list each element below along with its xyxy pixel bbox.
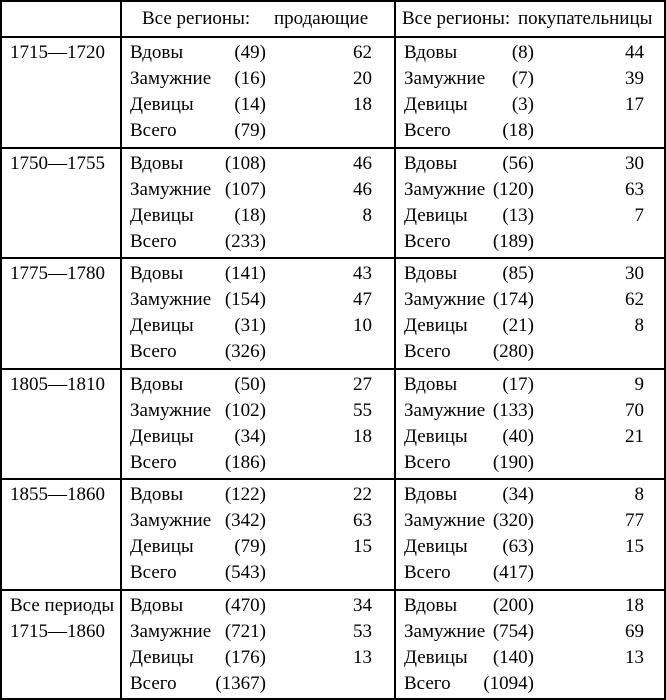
group-divider [2, 147, 664, 149]
category-label: Замужние [130, 399, 212, 421]
buyers-row [2, 398, 664, 424]
category-label: Всего [130, 562, 177, 583]
percent-value: 55 [353, 399, 372, 421]
count-value: (34) [234, 425, 266, 447]
buyers-row [2, 645, 664, 671]
category-label: Вдовы [404, 484, 458, 505]
percent-value: 53 [353, 620, 372, 642]
category-label: Всего [130, 341, 177, 362]
category-label: Замужние [130, 178, 212, 200]
category-label: Замужние [130, 289, 212, 310]
header-divider [2, 36, 664, 38]
count-value: (326) [224, 341, 266, 362]
category-label: Вдовы [130, 152, 184, 174]
percent-value: 9 [634, 373, 644, 395]
category-label: Девицы [404, 204, 468, 226]
count-value: (233) [224, 230, 266, 252]
percent-value: 34 [353, 594, 372, 616]
count-value: (102) [224, 399, 266, 421]
count-value: (79) [234, 536, 266, 557]
period-label: 1775—1780 [10, 263, 105, 284]
count-value: (190) [492, 451, 534, 473]
percent-value: 18 [353, 425, 372, 447]
category-label: Замужние [404, 399, 486, 421]
percent-value: 13 [353, 646, 372, 668]
group-divider [2, 368, 664, 370]
category-label: Замужние [404, 68, 486, 89]
category-label: Девицы [404, 315, 468, 336]
count-value: (18) [502, 120, 534, 141]
count-value: (8) [511, 42, 534, 63]
buyers-row [2, 424, 664, 450]
buyers-row [2, 177, 664, 203]
percent-value: 63 [625, 178, 644, 200]
period-label: 1805—1810 [10, 373, 105, 395]
category-label: Всего [130, 120, 177, 141]
count-value: (40) [502, 425, 534, 447]
percent-value: 77 [625, 510, 644, 531]
percent-value: 8 [362, 204, 372, 226]
category-label: Девицы [130, 646, 194, 668]
category-label: Замужние [130, 68, 212, 89]
period-label: 1855—1860 [10, 484, 105, 505]
category-label: Вдовы [130, 263, 184, 284]
period-label: Все периоды [10, 594, 115, 616]
percent-value: 30 [625, 152, 644, 174]
category-label: Вдовы [130, 594, 184, 616]
count-value: (49) [234, 42, 266, 63]
category-label: Вдовы [130, 373, 184, 395]
percent-value: 17 [625, 94, 644, 115]
count-value: (174) [492, 289, 534, 310]
buyers-row [2, 151, 664, 177]
buyers-row [2, 66, 664, 92]
category-label: Девицы [130, 94, 194, 115]
buyers-row [2, 450, 664, 476]
buyers-row [2, 534, 664, 560]
period-label: 1750—1755 [10, 152, 105, 174]
percent-value: 8 [634, 484, 644, 505]
category-label: Девицы [130, 536, 194, 557]
category-label: Вдовы [130, 42, 184, 63]
percent-value: 30 [625, 263, 644, 284]
percent-value: 27 [353, 373, 372, 395]
category-label: Всего [404, 120, 451, 141]
percent-value: 63 [353, 510, 372, 531]
buyers-row [2, 92, 664, 118]
percent-value: 62 [353, 42, 372, 63]
category-label: Всего [404, 341, 451, 362]
count-value: (7) [511, 68, 534, 89]
category-label: Девицы [404, 94, 468, 115]
buyers-row [2, 619, 664, 645]
count-value: (186) [224, 451, 266, 473]
count-value: (63) [502, 536, 534, 557]
group-divider [2, 589, 664, 591]
count-value: (141) [224, 263, 266, 284]
buyers-header-role: покупательницы [518, 8, 653, 29]
category-label: Замужние [130, 510, 212, 531]
count-value: (470) [224, 594, 266, 616]
buyers-row [2, 261, 664, 287]
percent-value: 18 [625, 594, 644, 616]
category-label: Всего [404, 562, 451, 583]
percent-value: 10 [353, 315, 372, 336]
count-value: (1094) [483, 672, 534, 694]
count-value: (79) [234, 120, 266, 141]
category-label: Всего [130, 672, 177, 694]
buyers-row [2, 508, 664, 534]
percent-value: 13 [625, 646, 644, 668]
category-label: Замужние [404, 289, 486, 310]
count-value: (342) [224, 510, 266, 531]
category-label: Замужние [404, 178, 486, 200]
percent-value: 46 [353, 178, 372, 200]
percent-value: 7 [634, 204, 644, 226]
count-value: (133) [492, 399, 534, 421]
category-label: Всего [404, 451, 451, 473]
percent-value: 69 [625, 620, 644, 642]
count-value: (200) [492, 594, 534, 616]
percent-value: 22 [353, 484, 372, 505]
category-label: Девицы [404, 425, 468, 447]
count-value: (108) [224, 152, 266, 174]
period-label: 1715—1860 [10, 620, 105, 642]
category-label: Девицы [130, 315, 194, 336]
category-label: Замужние [130, 620, 212, 642]
buyers-row [2, 593, 664, 619]
buyers-row [2, 339, 664, 365]
category-label: Девицы [404, 646, 468, 668]
buyers-row [2, 229, 664, 255]
sellers-header-role: продающие [274, 8, 369, 29]
count-value: (754) [492, 620, 534, 642]
count-value: (34) [502, 484, 534, 505]
count-value: (417) [492, 562, 534, 583]
count-value: (320) [492, 510, 534, 531]
percent-value: 44 [625, 42, 644, 63]
count-value: (21) [502, 315, 534, 336]
category-label: Девицы [130, 425, 194, 447]
buyers-row [2, 372, 664, 398]
count-value: (176) [224, 646, 266, 668]
count-value: (16) [234, 68, 266, 89]
buyers-row [2, 203, 664, 229]
period-label: 1715—1720 [10, 42, 105, 63]
category-label: Вдовы [130, 484, 184, 505]
category-label: Всего [404, 672, 451, 694]
category-label: Замужние [404, 510, 486, 531]
category-label: Вдовы [404, 373, 458, 395]
percent-value: 18 [353, 94, 372, 115]
group-divider [2, 478, 664, 480]
count-value: (31) [234, 315, 266, 336]
percent-value: 20 [353, 68, 372, 89]
category-label: Девицы [404, 536, 468, 557]
percent-value: 15 [625, 536, 644, 557]
buyers-row [2, 560, 664, 586]
category-label: Вдовы [404, 42, 458, 63]
sellers-header-label: Все регионы: [142, 8, 251, 29]
buyers-row [2, 671, 664, 697]
percent-value: 15 [353, 536, 372, 557]
category-label: Замужние [404, 620, 486, 642]
count-value: (280) [492, 341, 534, 362]
buyers-row [2, 313, 664, 339]
count-value: (14) [234, 94, 266, 115]
category-label: Всего [130, 230, 177, 252]
buyers-row [2, 482, 664, 508]
count-value: (18) [234, 204, 266, 226]
percent-value: 43 [353, 263, 372, 284]
group-divider [2, 257, 664, 259]
count-value: (17) [502, 373, 534, 395]
count-value: (3) [511, 94, 534, 115]
count-value: (50) [234, 373, 266, 395]
percent-value: 8 [634, 315, 644, 336]
percent-value: 62 [625, 289, 644, 310]
count-value: (107) [224, 178, 266, 200]
count-value: (85) [502, 263, 534, 284]
count-value: (13) [502, 204, 534, 226]
count-value: (122) [224, 484, 266, 505]
count-value: (154) [224, 289, 266, 310]
count-value: (189) [492, 230, 534, 252]
category-label: Всего [130, 451, 177, 473]
category-label: Всего [404, 230, 451, 252]
buyers-row [2, 287, 664, 313]
category-label: Вдовы [404, 152, 458, 174]
percent-value: 70 [625, 399, 644, 421]
buyers-row [2, 40, 664, 66]
count-value: (120) [492, 178, 534, 200]
percent-value: 47 [353, 289, 372, 310]
percent-value: 21 [625, 425, 644, 447]
count-value: (543) [224, 562, 266, 583]
category-label: Вдовы [404, 263, 458, 284]
count-value: (140) [492, 646, 534, 668]
category-label: Вдовы [404, 594, 458, 616]
count-value: (56) [502, 152, 534, 174]
buyers-header-label: Все регионы: [402, 8, 511, 29]
count-value: (1367) [215, 672, 266, 694]
percent-value: 39 [625, 68, 644, 89]
category-label: Девицы [130, 204, 194, 226]
percent-value: 46 [353, 152, 372, 174]
count-value: (721) [224, 620, 266, 642]
buyers-row [2, 118, 664, 144]
